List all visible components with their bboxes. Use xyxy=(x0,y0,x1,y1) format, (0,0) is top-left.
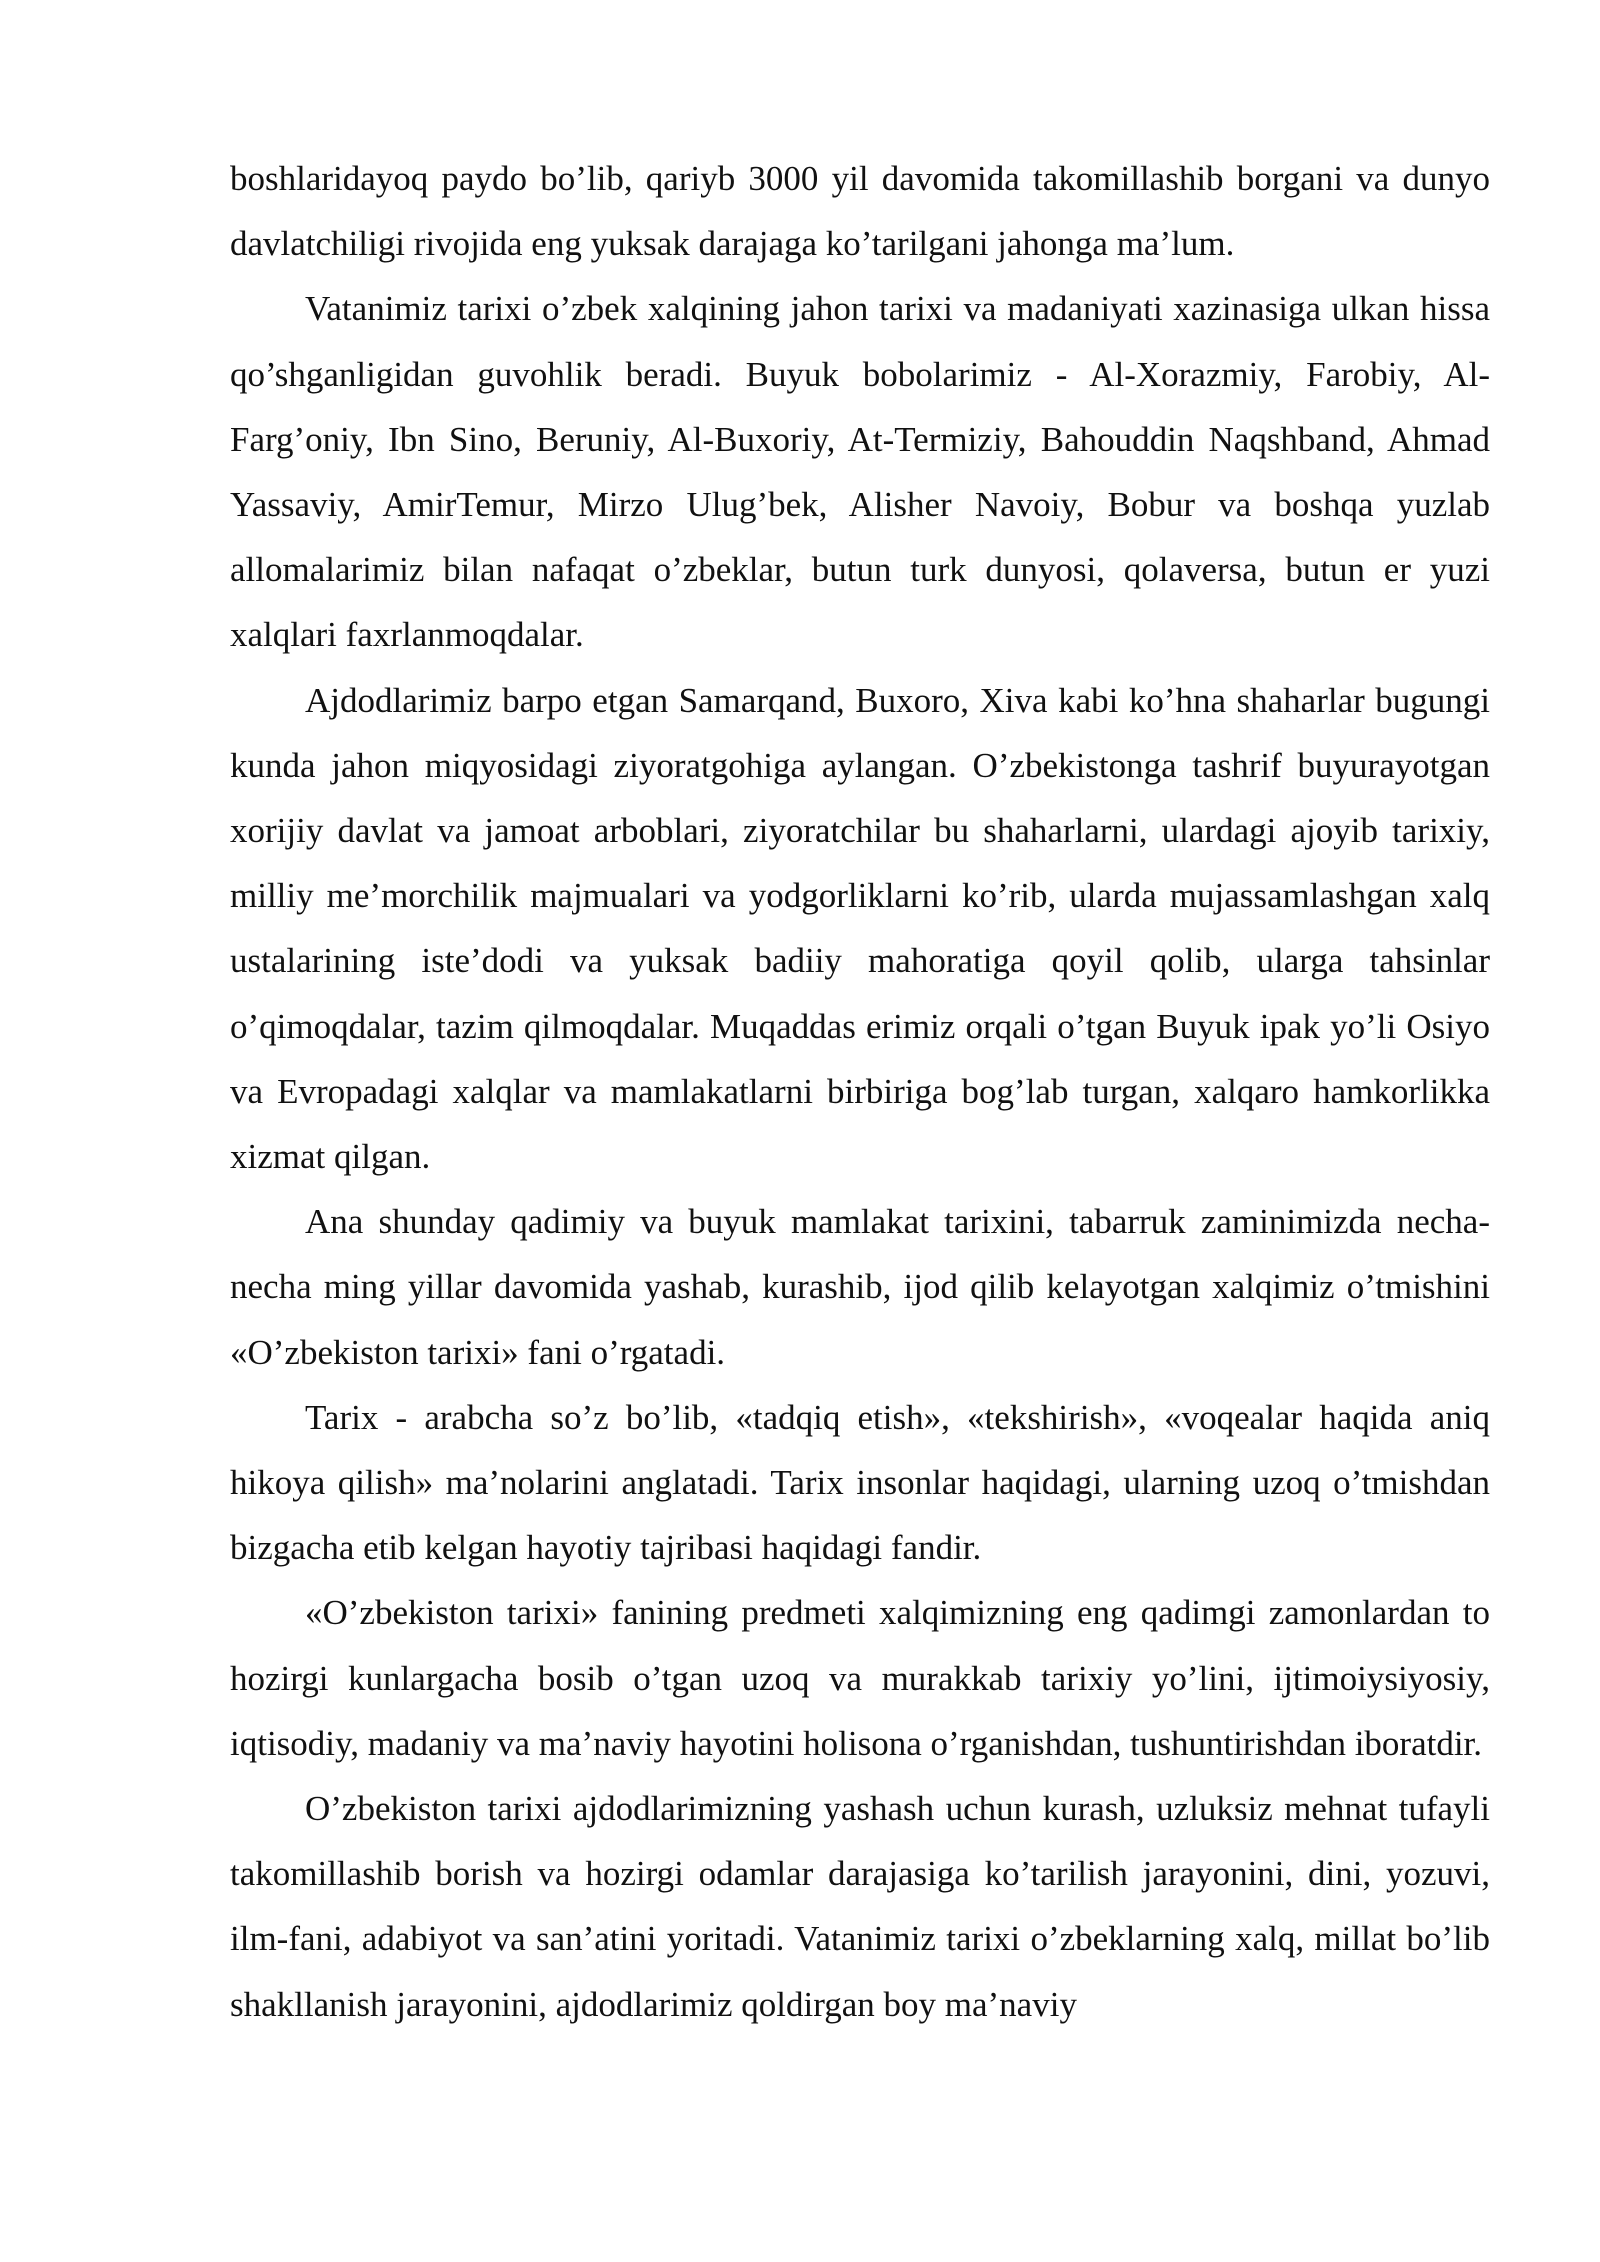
paragraph-subject-predmet: «O’zbekiston tarixi» fanining predmeti xalqimizning eng qadimgi zamonlardan to hozirgi kunlargacha bosib o’tgan uzoq va murakkab tarixiy yo’lini, ijtimoiysiyosiy, iqtisodiy, madaniy va ma’naviy hayotini holisona o’rganishdan, tushuntirishdan iboratdir. xyxy=(230,1593,1490,1763)
paragraph-ancient-cities: Ajdodlarimiz barpo etgan Samarqand, Buxoro, Xiva kabi ko’hna shaharlar bugungi kunda jahon miqyosidagi ziyoratgohiga aylangan. O’zbekistonga tashrif buyurayotgan xorijiy davlat va jamoat arboblari, ziyoratchilar bu shaharlarni, ulardagi ajoyib tarixiy, milliy me’morchilik majmualari va yodgorliklarni ko’rib, ularda mujassamlashgan xalq ustalarining iste’dodi va yuksak badiiy mahoratiga qoyil qolib, ularga tahsinlar o’qimoqdalar, tazim qilmoqdalar. Muqaddas erimiz orqali o’tgan Buyuk ipak yo’li Osiyo va Evropadagi xalqlar va mamlakatlarni birbiriga bog’lab turgan, xalqaro hamkorlikka xizmat qilgan. xyxy=(230,680,1490,1177)
paragraph-continuation: boshlaridayoq paydo bo’lib, qariyb 3000 yil davomida takomillashib borgani va dunyo davlatchiligi rivojida eng yuksak darajaga ko’tarilgani jahonga ma’lum. xyxy=(230,159,1490,264)
paragraph-subject-intro: Ana shunday qadimiy va buyuk mamlakat tarixini, tabarruk zaminimizda necha-necha ming yillar davomida yashab, kurashib, ijod qilib kelayotgan xalqimiz o’tmishini «O’zbekiston tarixi» fani o’rgatadi. xyxy=(230,1202,1490,1372)
paragraph-history-scope: O’zbekiston tarixi ajdodlarimizning yashash uchun kurash, uzluksiz mehnat tufayli takomillashib borish va hozirgi odamlar darajasiga ko’tarilish jarayonini, dini, yozuvi, ilm-fani, adabiyot va san’atini yoritadi. Vatanimiz tarixi o’zbeklarning xalq, millat bo’lib shakllanish jarayonini, ajdodlarimiz qoldirgan boy ma’naviy xyxy=(230,1789,1490,2024)
paragraph-uzbek-contribution: Vatanimiz tarixi o’zbek xalqining jahon tarixi va madaniyati xazinasiga ulkan hissa qo’shganligidan guvohlik beradi. Buyuk bobolarimiz - Al-Xorazmiy, Farobiy, Al-Farg’oniy, Ibn Sino, Beruniy, Al-Buxoriy, At-Termiziy, Bahouddin Naqshband, Ahmad Yassaviy, AmirTemur, Mirzo Ulug’bek, Alisher Navoiy, Bobur va boshqa yuzlab allomalarimiz bilan nafaqat o’zbeklar, butun turk dunyosi, qolaversa, butun er yuzi xalqlari faxrlanmoqdalar. xyxy=(230,289,1490,655)
paragraph-tarix-definition: Tarix - arabcha so’z bo’lib, «tadqiq etish», «tekshirish», «voqealar haqida aniq hikoya qilish» ma’nolarini anglatadi. Tarix insonlar haqidagi, ularning uzoq o’tmishdan bizgacha etib kelgan hayotiy tajribasi haqidagi fandir. xyxy=(230,1397,1490,1568)
document-body xyxy=(230,146,1490,2037)
